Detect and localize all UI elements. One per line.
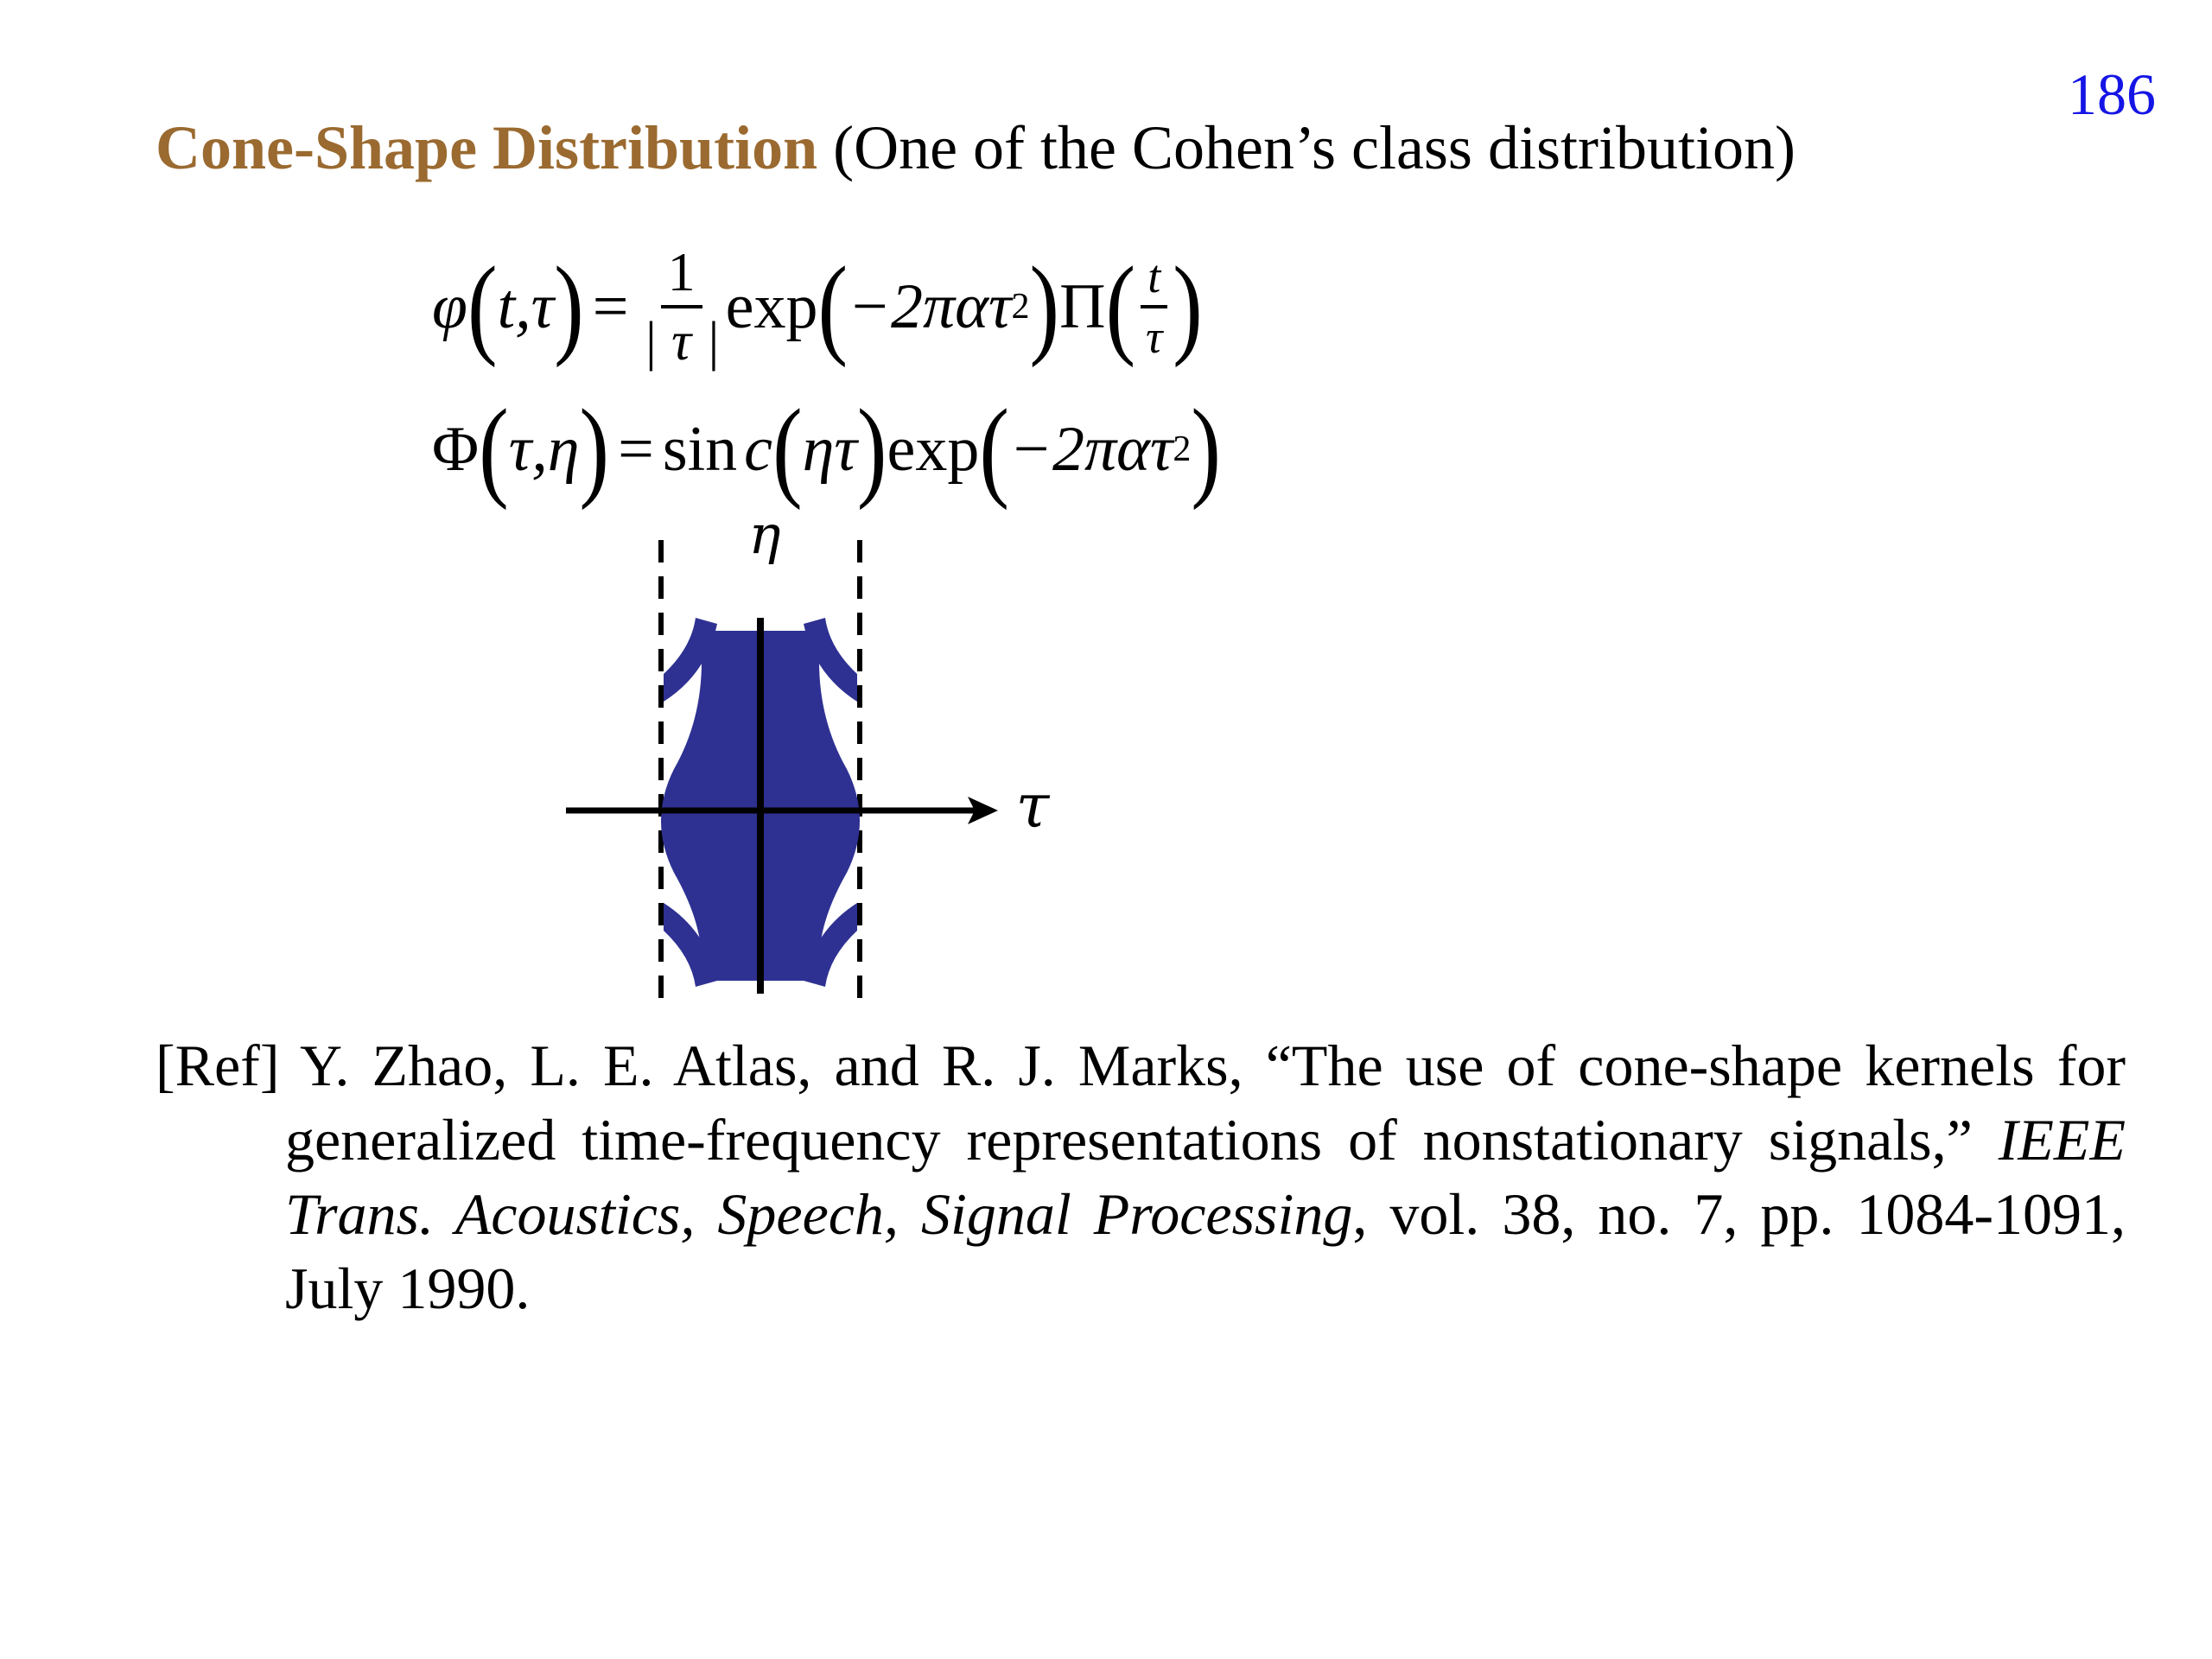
eq1-rect: Π [1059,270,1106,342]
title-subtitle: (One of the Cohen’s class distribution) [817,113,1796,182]
equation-kernel-ambiguity: Φ ( τ,η ) = sin c ( ητ ) exp ( −2πατ 2 ) [432,386,1221,512]
tau-axis-label: τ [1015,771,1050,842]
eq1-rect-fraction [1141,251,1167,363]
paren: ( [772,386,803,512]
reference-authors-title: [Ref] Y. Zhao, L. E. Atlas, and R. J. Marks, “The use of cone-shape kernels for generalized time-frequency representations of nonstationary signals,” [156,1033,2126,1173]
cone-kernel-diagram [518,510,1089,1011]
reference-details: , vol. 38, no. 7, pp. 1084-1091, July 1990. [285,1181,2126,1321]
paren: ) [1191,386,1221,512]
eq2-sinc: sin [662,413,738,485]
paren: ) [856,386,887,512]
eq1-func: φ [432,270,467,342]
eq1-fraction [642,241,721,372]
equation-kernel-time: φ ( t,τ ) = $\frac{1}{| \tau |}$ exp ( −2πατ 2 ) Π ( $\frac{t}{\tau}$ ) [432,241,1203,372]
paren: ( [979,386,1010,512]
title-main: Cone-Shape Distribution [156,113,818,182]
slide-title [156,112,1796,184]
paren: ( [1105,244,1136,369]
paren: ) [1029,244,1060,369]
eq1-frac-num: 1 [661,245,702,308]
eq2-sinc-c: c [744,413,773,485]
eta-axis-label: η [748,510,781,566]
eq2-equals: = [618,413,654,485]
eq1-equals: = [592,270,629,342]
eq2-sinc-arg: ητ [802,413,857,485]
eq1-args: t,τ [497,270,555,342]
eq1-frac-den: | τ | [642,310,721,372]
eq1-rect-num: t [1141,253,1167,308]
eq2-exp: exp [887,413,980,485]
paren: ) [579,386,610,512]
paren: ( [479,386,509,512]
page-number: 186 [2068,61,2156,127]
paren: ) [554,244,584,369]
eq2-func: Φ [432,413,480,485]
eq2-args: τ,η [508,413,580,485]
paren: ( [817,244,849,369]
reference-journal: IEEE Trans. Acoustics, Speech, Signal Processing [285,1107,2126,1247]
eq1-exp-arg: −2πατ [848,270,1012,342]
reference-citation [156,1028,2126,1325]
eq1-rect-den: τ [1146,311,1163,363]
eq2-exp-arg: −2πατ [1009,413,1173,485]
paren: ( [467,244,498,369]
paren: ) [1173,244,1203,369]
eq1-exp: exp [725,270,818,342]
